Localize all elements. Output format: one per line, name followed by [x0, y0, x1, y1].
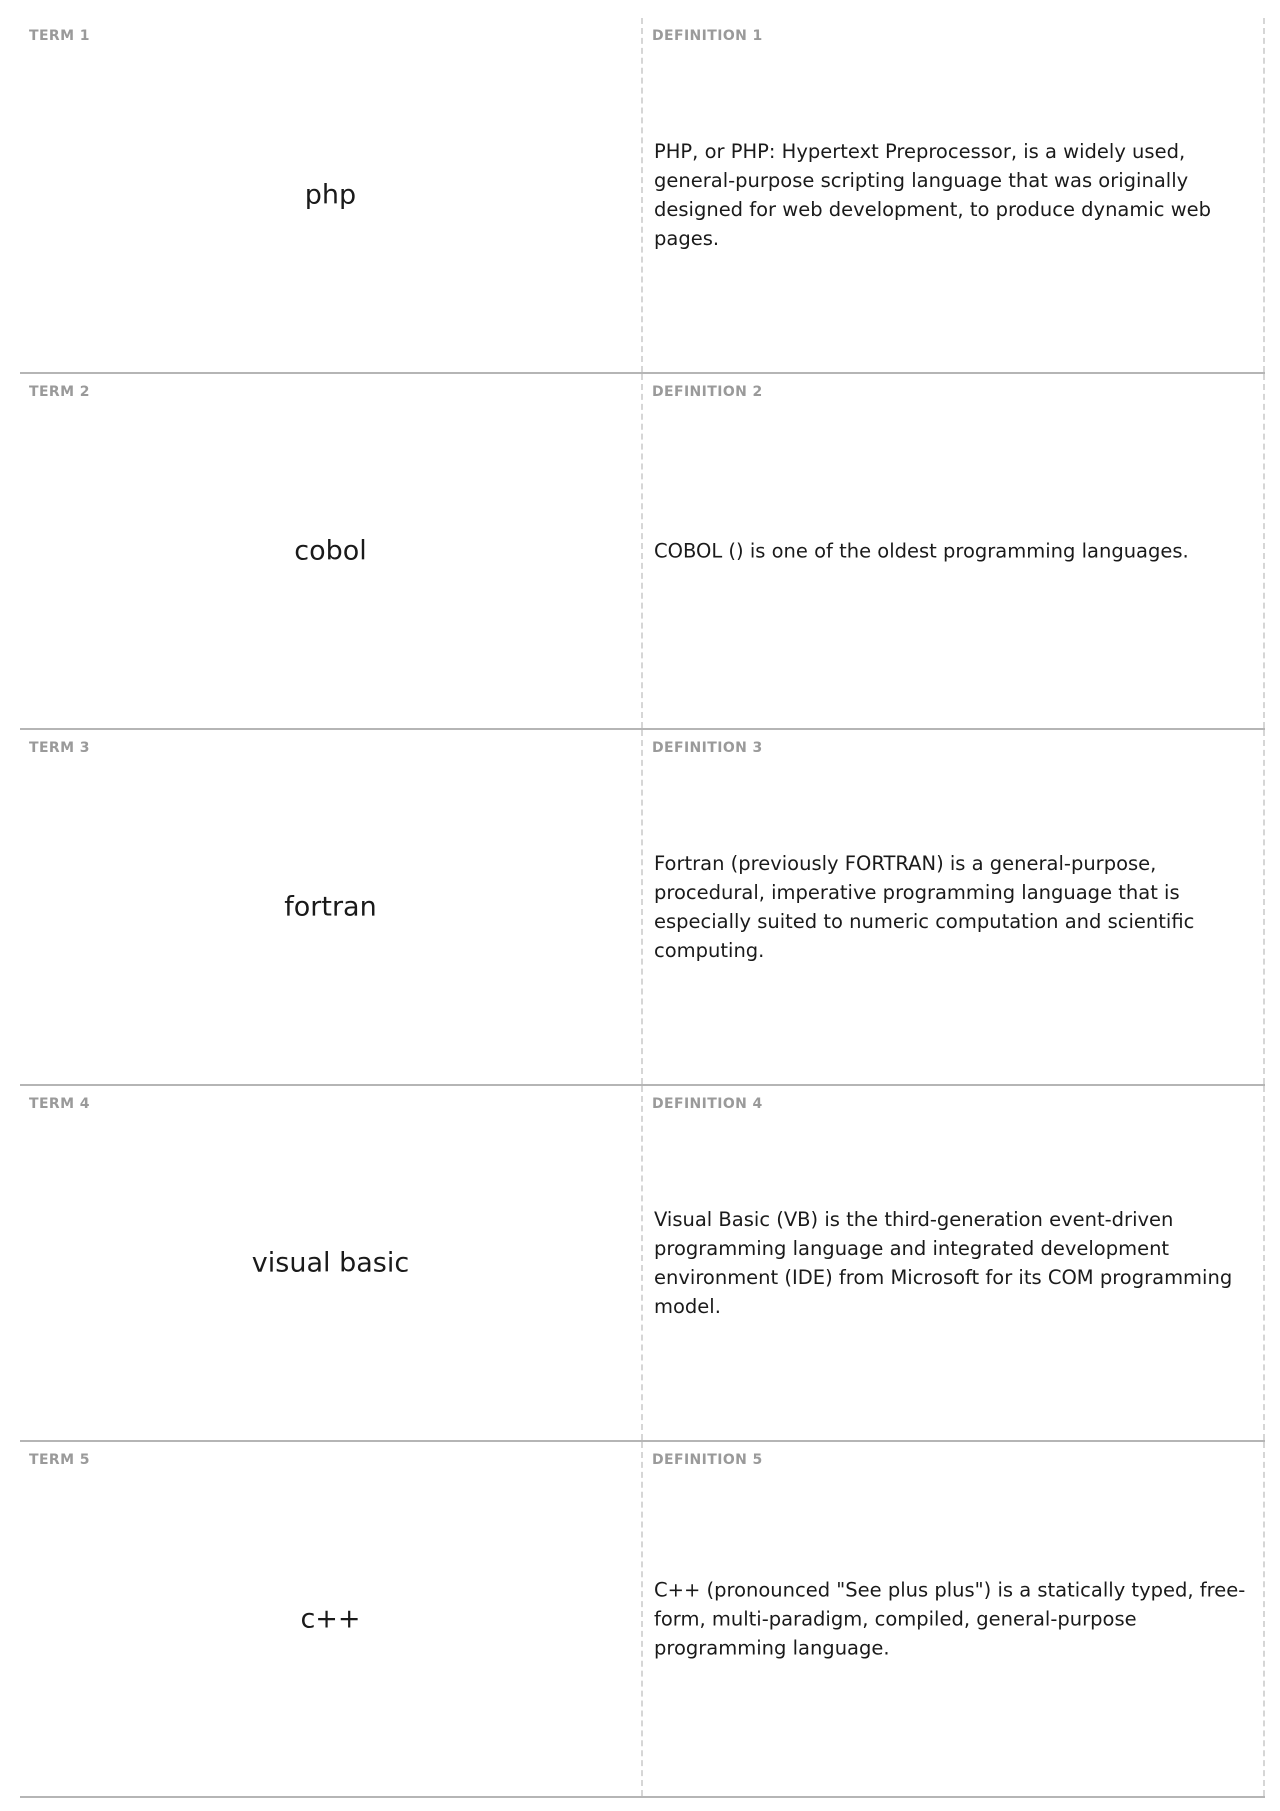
definition-label: DEFINITION 2: [652, 384, 763, 400]
term-text: php: [304, 179, 357, 211]
definition-text: C++ (pronounced "See plus plus") is a statically typed, free-form, multi-paradigm, compiled, general-purpose programming language.: [654, 1578, 1246, 1660]
definition-label: DEFINITION 4: [652, 1096, 763, 1112]
term-text: cobol: [294, 535, 367, 567]
flashcard-sheet: [20, 18, 1265, 1798]
definition-label: DEFINITION 1: [652, 28, 763, 44]
term-cell: [20, 1442, 643, 1796]
term-label: TERM 5: [29, 1452, 90, 1468]
flashcard-row: [20, 1086, 1265, 1442]
term-label: TERM 1: [29, 28, 90, 44]
definition-text: Visual Basic (VB) is the third-generation event-driven programming language and integrated development environment (IDE) from Microsoft for its COM programming model.: [654, 1208, 1233, 1318]
term-label: TERM 3: [29, 740, 90, 756]
definition-cell: [643, 18, 1265, 372]
term-text: c++: [300, 1603, 361, 1635]
term-text: visual basic: [251, 1247, 410, 1279]
term-text: fortran: [284, 891, 377, 923]
definition-text: PHP, or PHP: Hypertext Preprocessor, is a widely used, general-purpose scripting language that was originally designed for web development, to produce dynamic web pages.: [654, 140, 1212, 250]
definition-cell: [643, 1086, 1265, 1440]
flashcard-row: [20, 730, 1265, 1086]
definition-cell: [643, 374, 1265, 728]
flashcard-row: [20, 18, 1265, 374]
term-cell: [20, 730, 643, 1084]
flashcard-row: [20, 374, 1265, 730]
definition-text: COBOL () is one of the oldest programming languages.: [654, 539, 1189, 563]
definition-label: DEFINITION 5: [652, 1452, 763, 1468]
term-cell: [20, 1086, 643, 1440]
definition-text: Fortran (previously FORTRAN) is a general-purpose, procedural, imperative programming language that is especially suited to numeric computation and scientific computing.: [654, 852, 1195, 962]
flashcard-row: [20, 1442, 1265, 1798]
definition-cell: [643, 730, 1265, 1084]
definition-cell: [643, 1442, 1265, 1796]
term-cell: [20, 374, 643, 728]
term-cell: [20, 18, 643, 372]
definition-label: DEFINITION 3: [652, 740, 763, 756]
term-label: TERM 4: [29, 1096, 90, 1112]
term-label: TERM 2: [29, 384, 90, 400]
